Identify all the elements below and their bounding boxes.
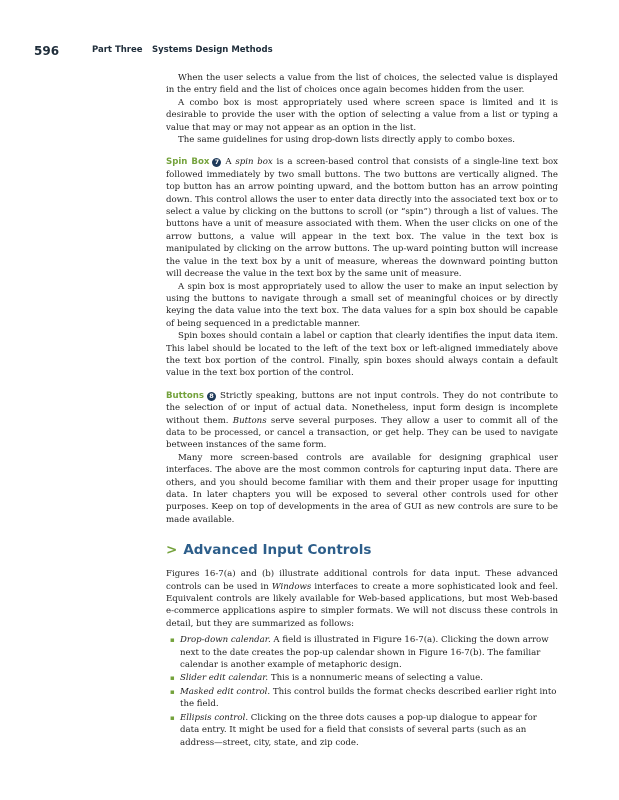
list-item [166, 672, 558, 684]
advanced-paragraph-1 [166, 568, 558, 630]
list-item-text: A field is illustrated in Figure 16-7(a). Clicking the down arrow next to the date creates the pop-up calendar shown in Figure 16-7(b). The familiar calendar is another example of metaphoric design. [180, 635, 549, 671]
page-header [34, 44, 585, 60]
page-number: 596 [34, 44, 60, 58]
buttons-paragraph-2: Many more screen-based controls are available for designing graphical user interfaces. The above are the most common controls for capturing input data. There are others, and you should become familiar with them and their proper usage for inputting data. In later chapters you will be exposed to several other controls used for other purposes. Keep on top of developments in the area of GUI as new controls are sure to be made available. [166, 452, 558, 525]
intro-paragraph-3: The same guidelines for using drop-down lists directly apply to combo boxes. [178, 135, 516, 146]
spin-box-paragraph-3: Spin boxes should contain a label or caption that clearly identifies the input data item. This label should be located to the left of the text box or left-aligned immediately above the text box portion of the control. Finally, spin boxes should always contain a default value in the text box portion of the control. [166, 331, 558, 379]
part-label: Part Three [92, 45, 143, 55]
intro-paragraph-2: A combo box is most appropriately used where screen space is limited and it is desirable to provide the user with the option of selecting a value from a list or typing a value that may or may not appear as an option in the list. [166, 97, 558, 133]
marginal-number-badge: 7 [212, 158, 221, 167]
list-item [166, 686, 558, 711]
list-item-text: This is a nonnumeric means of selecting a value. [268, 673, 483, 684]
buttons-paragraph-1 [166, 390, 558, 452]
buttons-title: Buttons [166, 390, 205, 401]
buttons-text-b: serve several purposes. They allow a user to commit all of the data to be processed, or cancel a transaction, or get help. They can be used to navigate between instances of the same form. [166, 415, 558, 451]
spin-box-paragraph-1 [166, 156, 558, 280]
list-item-text: Clicking on the three dots causes a pop-up dialogue to appear for data entry. It might be used for a field that consists of several parts (such as an address—street, city, state, and zip code. [180, 712, 537, 748]
advanced-text-a: Figures 16-7(a) and (b) illustrate additional controls for data input. These advanced controls can be used in [166, 569, 558, 592]
list-item [166, 712, 558, 749]
spin-box-term: spin box [235, 157, 273, 168]
advanced-controls-list [166, 634, 558, 749]
list-item [166, 634, 558, 671]
heading-marker-icon: > [166, 542, 178, 559]
advanced-input-controls-heading [166, 542, 558, 558]
spin-box-text-b: is a screen-based control that consists of a single-line text box followed immediately by two small buttons. The two buttons are vertically aligned. The top button has an arrow pointing upward, and the bottom button has an arrow pointing down. This control allows the user to enter data directly into the associated text box or to select a value by clicking on the buttons to scroll (or “spin”) through a list of values. The buttons have a unit of measure associated with them. When the user clicks on one of the arrow buttons, a value will appear in the text box. The value in the text box is manipulated by clicking on the arrow buttons. The up-ward pointing button will increase the value in the text box by a unit of measure, whereas the downward pointing button will decrease the value in the text box by the same unit of measure. [166, 157, 558, 280]
section-title: Systems Design Methods [152, 45, 273, 55]
list-item-term: Slider edit calendar. [180, 673, 269, 684]
heading-text: Advanced Input Controls [183, 542, 372, 559]
spin-box-paragraph-2: A spin box is most appropriately used to allow the user to make an input selection by using the buttons to navigate through a small set of meaningful choices or by directly keying the data value into the text box. The data values for a spin box should be capable of being sequenced in a predictable manner. [166, 281, 558, 329]
list-item-term: Ellipsis control. [180, 712, 249, 723]
buttons-term: Buttons [232, 415, 267, 426]
windows-term: Windows [271, 581, 312, 592]
page-body [166, 72, 558, 750]
spin-box-title: Spin Box [166, 157, 210, 168]
list-item-term: Drop-down calendar. [180, 635, 271, 646]
list-item-term: Masked edit control. [180, 686, 271, 697]
marginal-number-badge: 8 [207, 392, 216, 401]
intro-paragraph-1: When the user selects a value from the list of choices, the selected value is displayed in the entry field and the list of choices once again becomes hidden from the user. [166, 73, 558, 96]
list-item-text: This control builds the format checks described earlier right into the field. [180, 686, 557, 710]
spin-box-text-a: A [225, 157, 236, 168]
buttons-text-a: Strictly speaking, buttons are not input controls. They do not contribute to the selection of or input of actual data. Nonetheless, input form design is incomplete without them. [166, 390, 558, 426]
advanced-text-b: interfaces to create a more sophisticated look and feel. Equivalent controls are likely available for Web-based applications, but most Web-based e-commerce applications aspire to simpler formats. We will not discuss these controls in detail, but they are summarized as follows: [166, 581, 558, 629]
